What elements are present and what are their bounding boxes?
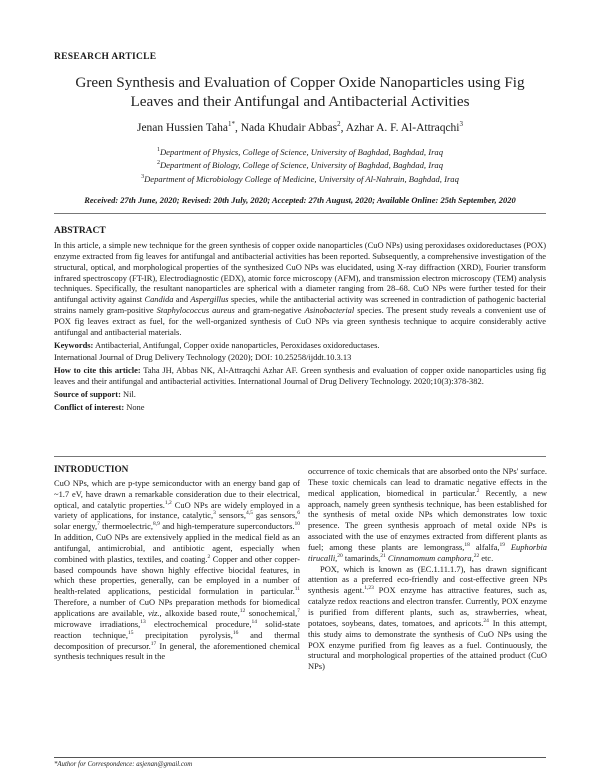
keywords: Keywords: Antibacterial, Antifungal, Copper oxide nanoparticles, Peroxidases oxidoreductases. <box>54 339 380 350</box>
conflict-of-interest: Conflict of interest: None <box>54 401 145 412</box>
abstract-paragraph: In this article, a simple new technique for the green synthesis of copper oxide nanoparticles (CuO NPs) using peroxidases oxidoreductases (POX) enzyme extracted from fig leaves for antifungal and antibacterial activities has been reported. Subsequently, a comprehensive investigation of the structural, optical, and morphological properties of the synthesized CuO NPs was elucidated, using X-ray diffraction (XRD), Fourier transform infrared spectroscopy (FT-IR), Electrodiagnostic (EDX), atomic force microscopy (AFM), and transmission electron microscopy (TEM) analysis techniques. Specifically, the resultant nanoparticles are spherical with a diameter ranging from 28–68. CuO NPs were further tested for their antifungal activity against Candida and Aspergillus species, while the antibacterial activity was screened in contradiction of pathogenic bacterial strains namely gram-positive Staphylococcus aureus and gram-negative Asinobacterial species. The present study reveals a convenient use of POX fig leaves extract as fuel, for the well-organized synthesis of CuO NPs via green synthesis technique to acquire considerably active antifungal and antibacterial materials. <box>54 240 546 337</box>
footnote-divider <box>54 757 546 758</box>
source-of-support: Source of support: Nil. <box>54 388 136 399</box>
article-type-label: RESEARCH ARTICLE <box>54 52 157 62</box>
affiliations <box>50 145 550 185</box>
publication-dates: Received: 27th June, 2020; Revised: 20th July, 2020; Accepted: 27th August, 2020; Available Online: 25th September, 2020 <box>84 195 516 205</box>
affiliation-3: $^3$Department of Microbiology College of Medicine, University of Al-Nahrain, Baghdad, Iraq <box>141 173 459 184</box>
title-line-1: Green Synthesis and Evaluation of Copper Oxide Nanoparticles using Fig <box>75 74 525 91</box>
abstract-body <box>54 240 546 413</box>
right-paragraph-1: occurrence of toxic chemicals that are absorbed onto the NPs' surface. These toxic chemicals can lead to dramatic negative effects in the medical application, biomedical in particular.$^2$ Recently, a new approach, namely green synthesis technique, has been established for the synthesis of metal oxide NPs which demonstrates low toxic presence. The green synthesis approach of metal oxide NPs is associated with the use of enzymes extracted from different plants as fuel; among these plants are lemongrass,$^{18}$ alfalfa,$^{19}$ Euphorbia tirucalli,$^{20}$ tamarinds,$^{21}$ Cinnamomum camphora,$^{22}$ etc. <box>308 466 548 563</box>
affiliation-2: $^2$Department of Biology, College of Science, University of Baghdad, Baghdad, Iraq <box>156 160 444 171</box>
abstract-heading: ABSTRACT <box>54 226 106 236</box>
affiliation-1: $^1$Department of Physics, College of Science, University of Baghdad, Baghdad, Iraq <box>156 146 444 157</box>
right-paragraph-2: POX, which is known as (EC.1.11.1.7), has drawn significant attention as a preferred eco-friendly and cost-effective green NPs synthesis agent.$^{1,23}$ POX enzyme has attractive features, such as, catalyze redox reactions and electron transfer. Currently, POX enzyme is purified from different plants, such as, strawberries, wheat, potatoes, soybeans, dates, tomatoes, and apricots.$^{24}$ In this attempt, this study aims to demonstrate the synthesis of CuO NPs using the POX enzyme purified from fig leaves as a fuel. Continuously, the structural and morphological properties of the attained product (CuO NPs) <box>308 563 547 672</box>
author-2: Nada Khudair Abbas$^2$, <box>240 120 346 134</box>
introduction-paragraph: CuO NPs, which are p-type semiconductor with an energy band gap of ~1.7 eV, have drawn a remarkable consideration due to their electrical, optical, and catalytic properties.$^{1,2}$ CuO NPs are widely employed in a variety of applications, for instance, catalytic,$^3$ sensors,$^{4,5}$ gas sensors,$^6$ solar energy,$^7$ thermoelectric,$^{8,9}$ and high-temperature superconductors.$^{10}$ In addition, CuO NPs are extensively applied in the medical field as an antifungal, antimicrobial, and antibiotic agent, especially when combined with plastics, textiles, and coating.$^2$ Copper and other copper-based compounds have shown highly effective biocidal features, in which these properties, generally, can be employed in a number of health-related applications, pesticidal formulation in particular.$^{11}$ Therefore, a number of CuO NPs preparation methods for biomedical applications are available, viz., alkoxide based route,$^{12}$ sonochemical,$^7$ microwave irradiations,$^{13}$ electrochemical procedure,$^{14}$ solid-state reaction technique,$^{15}$ precipitation pyrolysis,$^{16}$ and thermal decomposition of precursor.$^{17}$ In general, the aforementioned chemical synthesis techniques result in the <box>54 477 301 662</box>
journal-doi: International Journal of Drug Delivery Technology (2020); DOI: 10.25258/ijddt.10.3.13 <box>54 352 352 363</box>
paper-title <box>50 73 550 111</box>
left-column <box>54 465 300 662</box>
introduction-heading: INTRODUCTION <box>54 465 129 475</box>
citation: How to cite this article: Taha JH, Abbas NK, Al-Attraqchi Azhar AF. Green synthesis and evaluation of copper oxide nanoparticles using fig leaves and their antifungal and antibacterial activities. International Journal of Drug Delivery Technology. 2020;10(3):378-382. <box>54 365 546 387</box>
author-3: Azhar A. F. Al-Attraqchi$^3$ <box>345 120 464 134</box>
correspondence-footnote: *Author for Correspondence: asjenan@gmail.com <box>54 761 193 768</box>
right-column <box>308 466 547 672</box>
author-list <box>50 120 550 134</box>
title-line-2: Leaves and their Antifungal and Antibacterial Activities <box>130 93 470 110</box>
author-1: Jenan Hussien Taha$^{1*}$, <box>136 120 241 134</box>
